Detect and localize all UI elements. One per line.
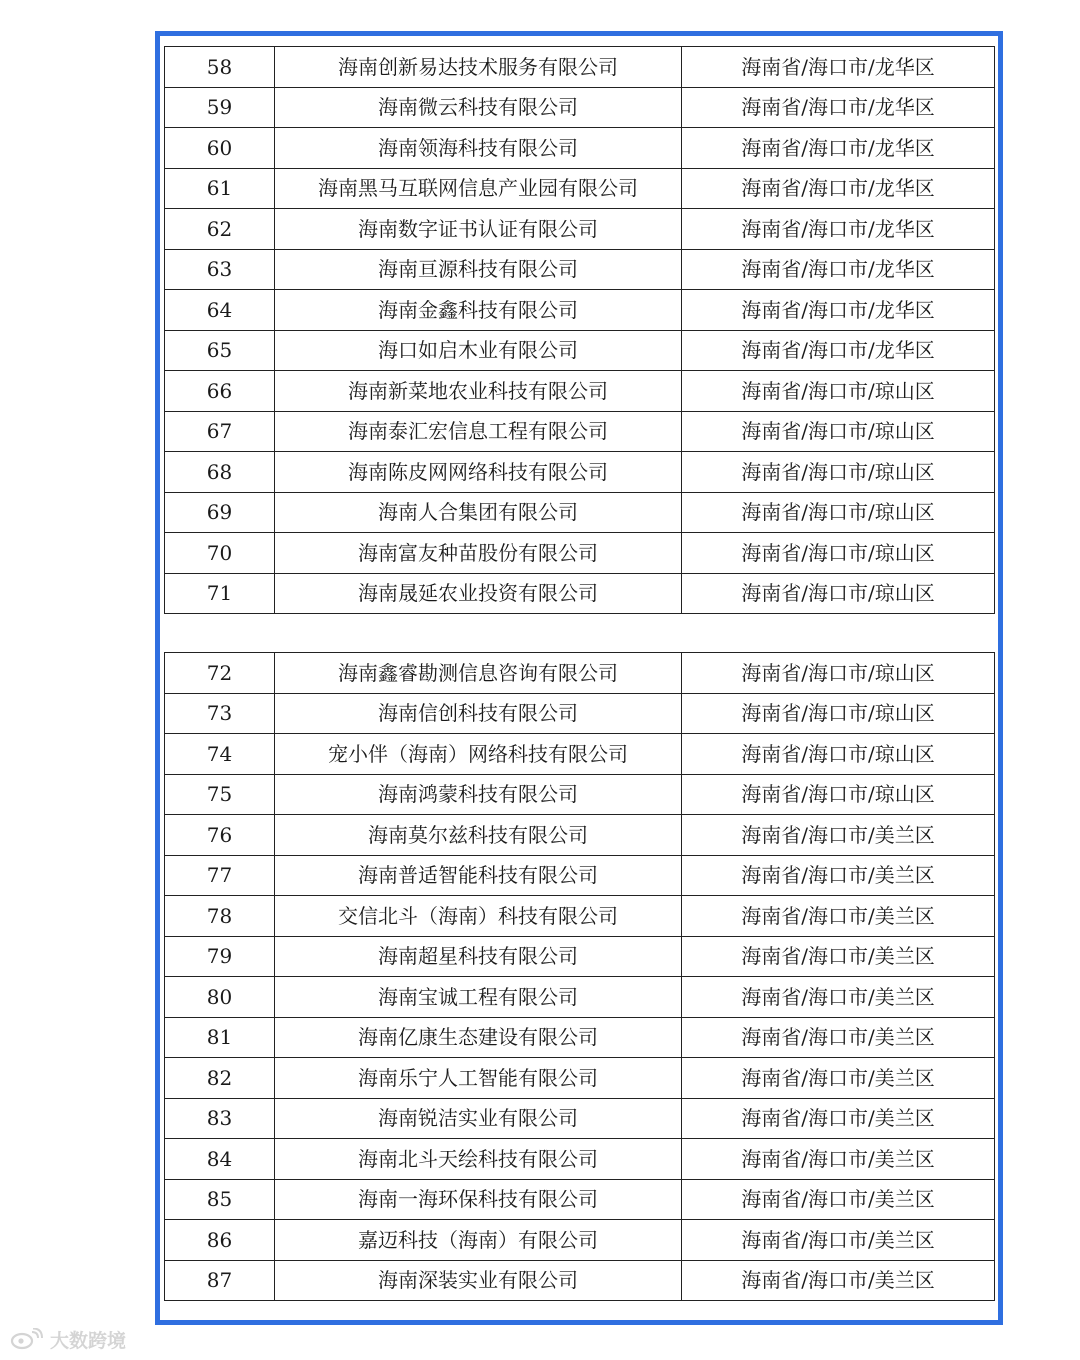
company-address: 海南省/海口市/琼山区 [682, 573, 995, 614]
table-row [165, 1139, 995, 1180]
row-number: 64 [165, 290, 275, 331]
table-row [165, 815, 995, 856]
company-name: 海南锐洁实业有限公司 [275, 1098, 682, 1139]
row-number: 73 [165, 693, 275, 734]
company-name: 海南鸿蒙科技有限公司 [275, 774, 682, 815]
company-name: 海南陈皮网网络科技有限公司 [275, 452, 682, 493]
table-row [165, 774, 995, 815]
row-number: 76 [165, 815, 275, 856]
table-row [165, 330, 995, 371]
company-name: 海南亘源科技有限公司 [275, 249, 682, 290]
row-number: 85 [165, 1179, 275, 1220]
table-row [165, 1179, 995, 1220]
company-address: 海南省/海口市/琼山区 [682, 492, 995, 533]
table-row [165, 290, 995, 331]
table-row [165, 47, 995, 88]
company-address: 海南省/海口市/琼山区 [682, 411, 995, 452]
row-number: 77 [165, 855, 275, 896]
row-number: 63 [165, 249, 275, 290]
company-address: 海南省/海口市/美兰区 [682, 815, 995, 856]
table-row [165, 693, 995, 734]
table-row [165, 1058, 995, 1099]
company-name: 海南鑫睿勘测信息咨询有限公司 [275, 653, 682, 694]
company-address: 海南省/海口市/美兰区 [682, 1017, 995, 1058]
row-number: 82 [165, 1058, 275, 1099]
company-address: 海南省/海口市/美兰区 [682, 936, 995, 977]
company-name: 海南北斗天绘科技有限公司 [275, 1139, 682, 1180]
company-address: 海南省/海口市/琼山区 [682, 533, 995, 574]
company-name: 宠小伴（海南）网络科技有限公司 [275, 734, 682, 775]
table-row [165, 977, 995, 1018]
company-address: 海南省/海口市/琼山区 [682, 774, 995, 815]
row-number: 75 [165, 774, 275, 815]
company-name: 海南乐宁人工智能有限公司 [275, 1058, 682, 1099]
table-row [165, 209, 995, 250]
company-address: 海南省/海口市/美兰区 [682, 1220, 995, 1261]
row-number: 70 [165, 533, 275, 574]
company-name: 海南富友种苗股份有限公司 [275, 533, 682, 574]
row-number: 81 [165, 1017, 275, 1058]
company-table-1 [164, 46, 995, 614]
row-number: 67 [165, 411, 275, 452]
table-row [165, 573, 995, 614]
company-name: 海南深装实业有限公司 [275, 1260, 682, 1301]
row-number: 71 [165, 573, 275, 614]
company-name: 海南莫尔兹科技有限公司 [275, 815, 682, 856]
table-row [165, 936, 995, 977]
company-name: 海南新菜地农业科技有限公司 [275, 371, 682, 412]
row-number: 66 [165, 371, 275, 412]
company-name: 海南领海科技有限公司 [275, 128, 682, 169]
company-address: 海南省/海口市/美兰区 [682, 1098, 995, 1139]
company-name: 海南一海环保科技有限公司 [275, 1179, 682, 1220]
row-number: 86 [165, 1220, 275, 1261]
row-number: 79 [165, 936, 275, 977]
row-number: 58 [165, 47, 275, 88]
company-name: 海口如启木业有限公司 [275, 330, 682, 371]
company-address: 海南省/海口市/龙华区 [682, 87, 995, 128]
company-address: 海南省/海口市/琼山区 [682, 371, 995, 412]
row-number: 74 [165, 734, 275, 775]
table-row [165, 168, 995, 209]
row-number: 84 [165, 1139, 275, 1180]
table-row [165, 653, 995, 694]
row-number: 68 [165, 452, 275, 493]
company-name: 海南泰汇宏信息工程有限公司 [275, 411, 682, 452]
row-number: 87 [165, 1260, 275, 1301]
company-name: 海南人合集团有限公司 [275, 492, 682, 533]
watermark-text: 大数跨境 [50, 1329, 127, 1352]
table-row [165, 1098, 995, 1139]
company-name: 海南信创科技有限公司 [275, 693, 682, 734]
row-number: 59 [165, 87, 275, 128]
company-address: 海南省/海口市/美兰区 [682, 977, 995, 1018]
company-address: 海南省/海口市/美兰区 [682, 1179, 995, 1220]
weibo-logo-icon [10, 1328, 44, 1350]
company-table-2 [164, 652, 995, 1301]
watermark [10, 1324, 126, 1354]
company-address: 海南省/海口市/琼山区 [682, 693, 995, 734]
company-name: 海南超星科技有限公司 [275, 936, 682, 977]
table-row [165, 87, 995, 128]
table-row [165, 371, 995, 412]
company-address: 海南省/海口市/琼山区 [682, 734, 995, 775]
company-name: 海南数字证书认证有限公司 [275, 209, 682, 250]
company-name: 海南亿康生态建设有限公司 [275, 1017, 682, 1058]
table-row [165, 1220, 995, 1261]
company-address: 海南省/海口市/龙华区 [682, 168, 995, 209]
company-name: 海南宝诚工程有限公司 [275, 977, 682, 1018]
company-name: 海南普适智能科技有限公司 [275, 855, 682, 896]
company-name: 海南微云科技有限公司 [275, 87, 682, 128]
company-address: 海南省/海口市/琼山区 [682, 452, 995, 493]
company-address: 海南省/海口市/龙华区 [682, 128, 995, 169]
company-address: 海南省/海口市/美兰区 [682, 1139, 995, 1180]
company-address: 海南省/海口市/美兰区 [682, 1260, 995, 1301]
row-number: 83 [165, 1098, 275, 1139]
table-row [165, 452, 995, 493]
table-row [165, 1017, 995, 1058]
table-row [165, 492, 995, 533]
company-address: 海南省/海口市/美兰区 [682, 855, 995, 896]
company-address: 海南省/海口市/龙华区 [682, 330, 995, 371]
company-name: 嘉迈科技（海南）有限公司 [275, 1220, 682, 1261]
row-number: 62 [165, 209, 275, 250]
company-table-body [165, 47, 995, 614]
company-address: 海南省/海口市/美兰区 [682, 1058, 995, 1099]
company-name: 交信北斗（海南）科技有限公司 [275, 896, 682, 937]
company-name: 海南黑马互联网信息产业园有限公司 [275, 168, 682, 209]
row-number: 60 [165, 128, 275, 169]
table-row [165, 249, 995, 290]
row-number: 72 [165, 653, 275, 694]
table-row [165, 1260, 995, 1301]
company-address: 海南省/海口市/龙华区 [682, 249, 995, 290]
company-name: 海南金鑫科技有限公司 [275, 290, 682, 331]
table-row [165, 128, 995, 169]
row-number: 61 [165, 168, 275, 209]
table-row [165, 855, 995, 896]
company-address: 海南省/海口市/琼山区 [682, 653, 995, 694]
company-address: 海南省/海口市/美兰区 [682, 896, 995, 937]
table-row [165, 411, 995, 452]
company-name: 海南创新易达技术服务有限公司 [275, 47, 682, 88]
table-row [165, 734, 995, 775]
table-row [165, 533, 995, 574]
row-number: 80 [165, 977, 275, 1018]
company-address: 海南省/海口市/龙华区 [682, 47, 995, 88]
row-number: 78 [165, 896, 275, 937]
company-address: 海南省/海口市/龙华区 [682, 290, 995, 331]
company-table-body [165, 653, 995, 1301]
company-name: 海南晟延农业投资有限公司 [275, 573, 682, 614]
row-number: 65 [165, 330, 275, 371]
row-number: 69 [165, 492, 275, 533]
table-row [165, 896, 995, 937]
company-address: 海南省/海口市/龙华区 [682, 209, 995, 250]
